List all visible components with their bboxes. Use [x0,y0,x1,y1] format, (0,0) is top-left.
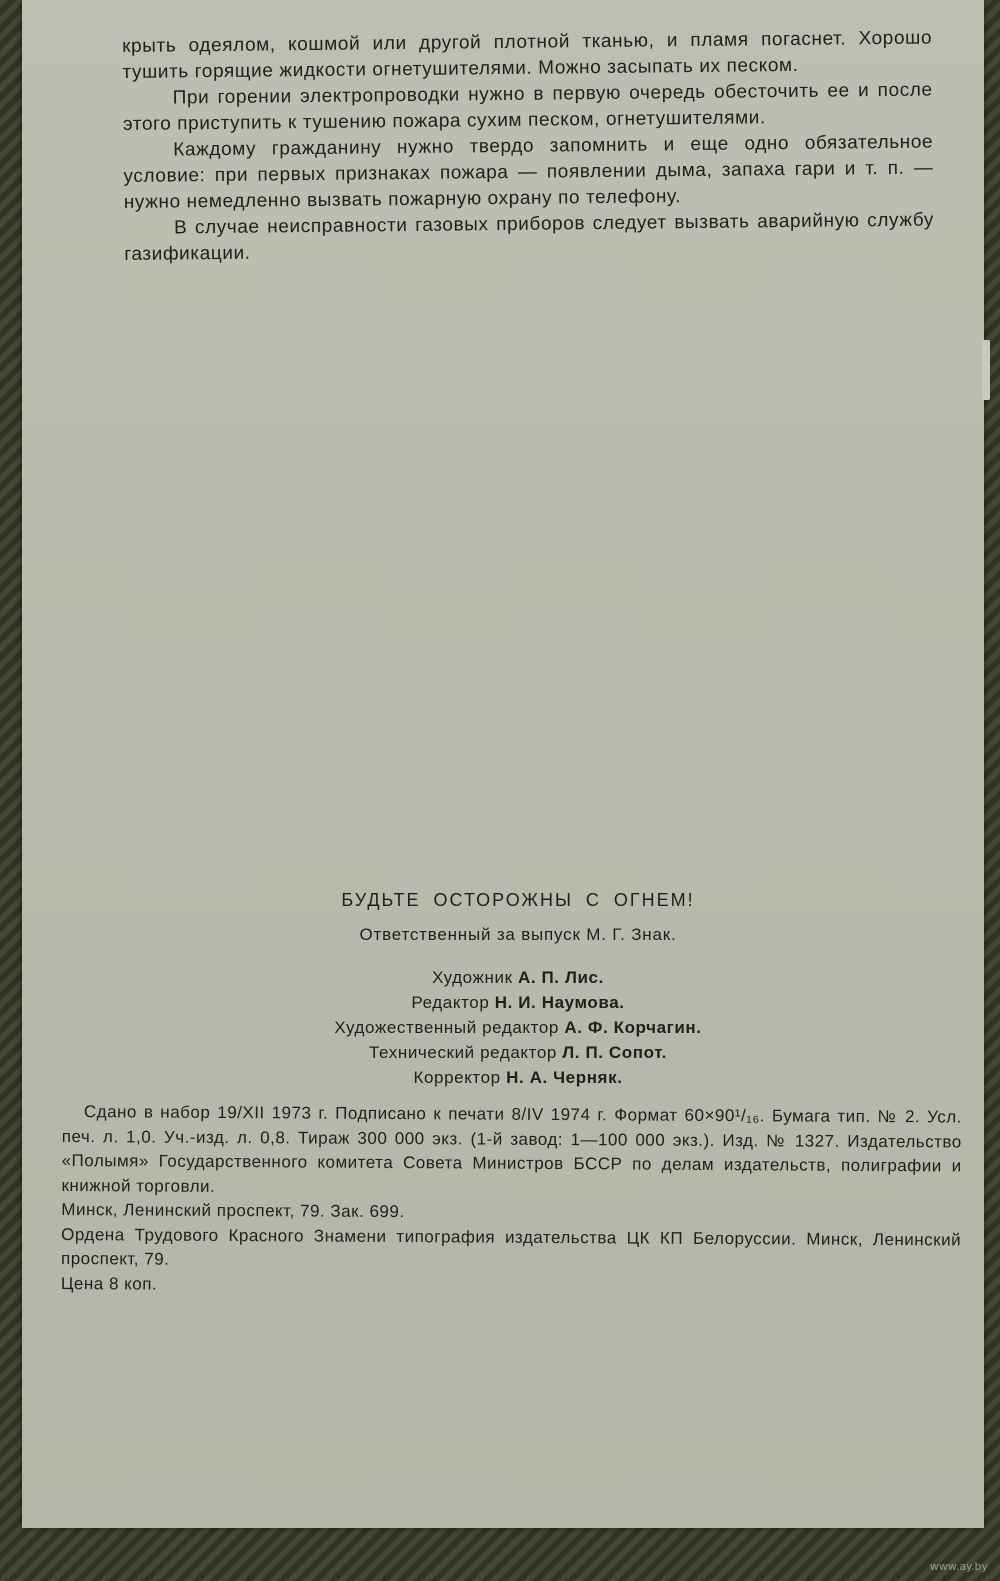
credit-role: Редактор [411,993,490,1012]
credit-role: Корректор [413,1068,501,1087]
credit-line [52,965,984,990]
paragraph: В случае неисправности газовых приборов следует вызвать аварийную службу газификации. [124,209,935,265]
paragraph: При горении электропроводки нужно в первую очередь обесточить ее и после этого приступить к тушению пожара сухим песком, огнетушителями. [122,79,933,135]
credit-name: А. П. Лис. [517,968,604,987]
credits-list [52,965,984,1090]
page-edge [982,340,990,400]
paragraph: Каждому гражданину нужно твердо запомнить и еще одно обязательное условие: при первых признаках пожара — появлении дыма, запаха гари и т. п. — нужно немедленно вызвать пожарную охрану по телефону. [123,131,934,213]
credit-line [52,1040,984,1065]
responsible-line: Ответственный за выпуск М. Г. Знак. [359,925,677,944]
credit-name: Н. А. Черняк. [506,1068,623,1087]
book-title: БУДЬТЕ ОСТОРОЖНЫ С ОГНЕМ! [341,890,695,910]
credit-role: Художник [432,968,513,987]
colophon [61,1100,962,1301]
credit-line [52,990,984,1015]
credit-role: Технический редактор [369,1043,557,1062]
credit-name: Н. И. Наумова. [494,993,625,1012]
watermark: www.ay.by [929,1560,988,1573]
print-details: Сдано в набор 19/XII 1973 г. Подписано к печати 8/IV 1974 г. Формат 60×90¹/₁₆. Бумага тип. № 2. Усл. печ. л. 1,0. Уч.-изд. л. 0,8. Тираж 300 000 экз. (1-й завод: 1—100 000 экз.). Изд. № 1327. Издательство «Полымя» Государственного комитета Совета Министров БССР по делам издательств, полиграфии и книжной торговли. [61,1102,962,1196]
price: Цена 8 коп. [60,1273,158,1294]
printer-info: Ордена Трудового Красного Знамени типография издательства ЦК КП Белоруссии. Минск, Ленинский проспект, 79. [60,1224,962,1269]
credit-name: А. Ф. Корчагин. [564,1018,702,1037]
paragraph: крыть одеялом, кошмой или другой плотной тканью, и пламя погаснет. Хорошо тушить горящие жидкости огнетушителями. Можно засыпать их песком. [122,27,933,83]
credit-name: Л. П. Сопот. [562,1043,667,1062]
body-text [122,26,934,268]
publisher-address: Минск, Ленинский проспект, 79. Зак. 699. [61,1199,405,1222]
credit-line [52,1015,984,1040]
imprint-block [22,890,984,1090]
credit-line [52,1065,984,1090]
book-page [22,0,984,1528]
credit-role: Художественный редактор [334,1018,559,1037]
